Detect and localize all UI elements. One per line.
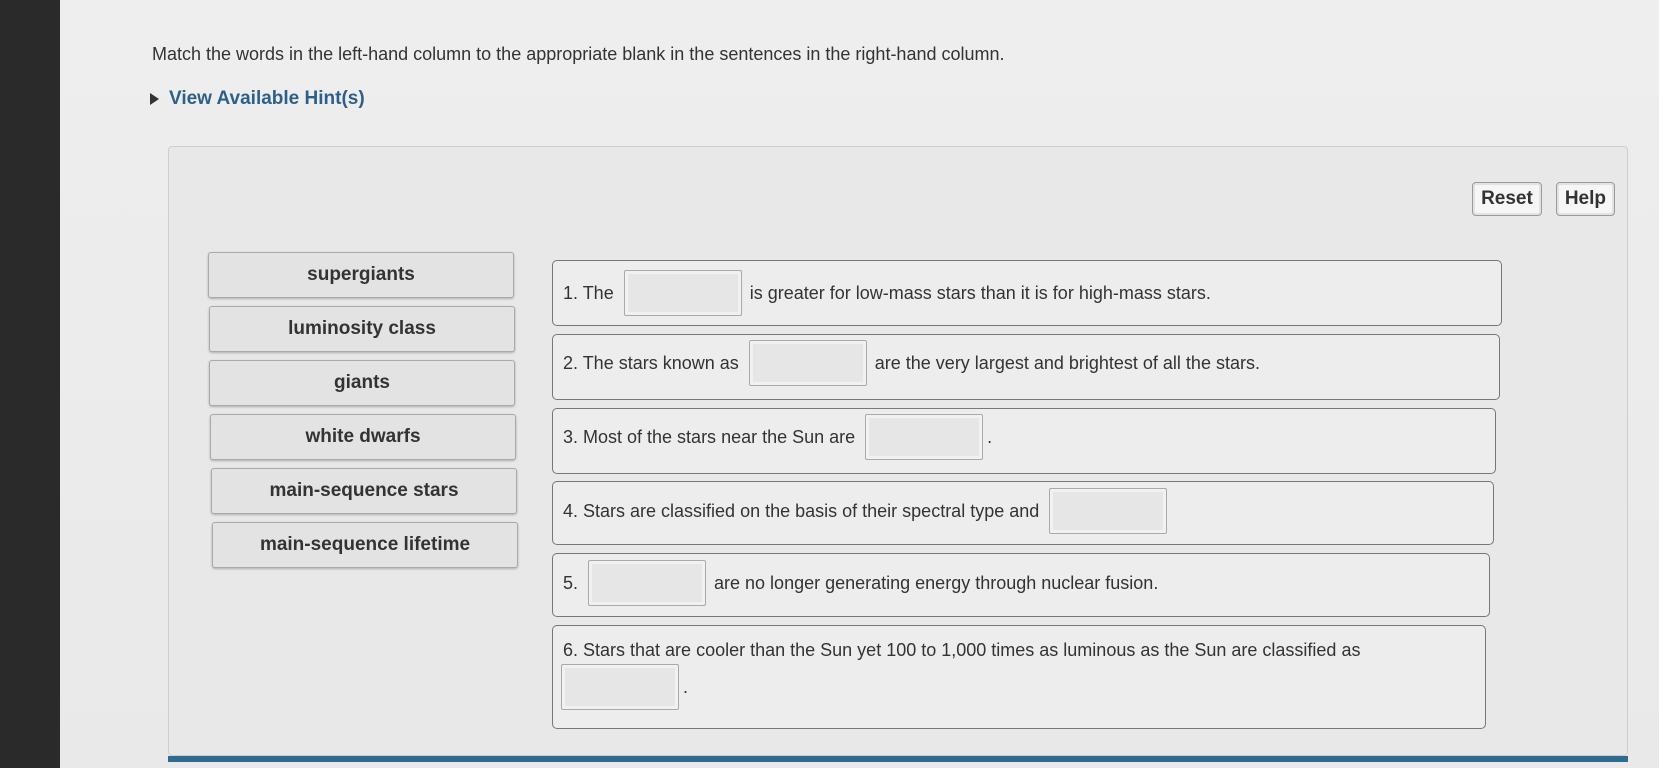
term-luminosity-class[interactable]: luminosity class — [209, 306, 515, 352]
sentence-4 — [552, 481, 1494, 545]
sentence-1-after: is greater for low-mass stars than it is for high-mass stars. — [749, 282, 1211, 303]
panel-bottom-bar — [168, 756, 1628, 762]
sentence-6-before: 6. Stars that are cooler than the Sun yet 100 to 1,000 times as luminous as the Sun are classified as — [563, 640, 1361, 660]
sentence-6 — [552, 625, 1486, 729]
blank-4[interactable] — [1049, 488, 1167, 534]
blank-3[interactable] — [865, 414, 983, 460]
sentence-3 — [552, 408, 1496, 474]
sentence-2 — [552, 334, 1500, 400]
term-main-sequence-stars[interactable]: main-sequence stars — [211, 468, 517, 514]
sentence-6-after: . — [683, 676, 689, 697]
sentence-5 — [552, 553, 1490, 617]
blank-2[interactable] — [749, 340, 867, 386]
term-giants[interactable]: giants — [209, 360, 515, 406]
sentence-5-after: are no longer generating energy through nuclear fusion. — [714, 572, 1159, 593]
instructions-text: Match the words in the left-hand column to the appropriate blank in the sentences in the right-hand column. — [152, 44, 1005, 64]
term-main-sequence-lifetime[interactable]: main-sequence lifetime — [212, 522, 518, 568]
blank-1[interactable] — [624, 270, 742, 316]
sentence-3-after: . — [987, 426, 993, 447]
toolbar — [1472, 182, 1615, 216]
sentence-1-before: 1. The — [563, 282, 614, 303]
term-supergiants[interactable]: supergiants — [208, 252, 514, 298]
reset-button[interactable]: Reset — [1472, 182, 1542, 216]
help-button[interactable]: Help — [1556, 182, 1615, 216]
sentence-4-before: 4. Stars are classified on the basis of their spectral type and — [563, 500, 1040, 521]
page — [60, 0, 1659, 768]
blank-5[interactable] — [588, 560, 706, 606]
sentence-1 — [552, 260, 1502, 326]
sentence-2-before: 2. The stars known as — [563, 352, 739, 373]
term-white-dwarfs[interactable]: white dwarfs — [210, 414, 516, 460]
view-hints-toggle[interactable] — [150, 88, 365, 110]
sentence-2-after: are the very largest and brightest of all the stars. — [874, 352, 1260, 373]
hints-label: View Available Hint(s) — [169, 88, 365, 109]
expand-triangle-icon — [150, 93, 159, 105]
blank-6[interactable] — [561, 664, 679, 710]
sentence-5-before: 5. — [563, 572, 579, 593]
sentence-3-before: 3. Most of the stars near the Sun are — [563, 426, 856, 447]
